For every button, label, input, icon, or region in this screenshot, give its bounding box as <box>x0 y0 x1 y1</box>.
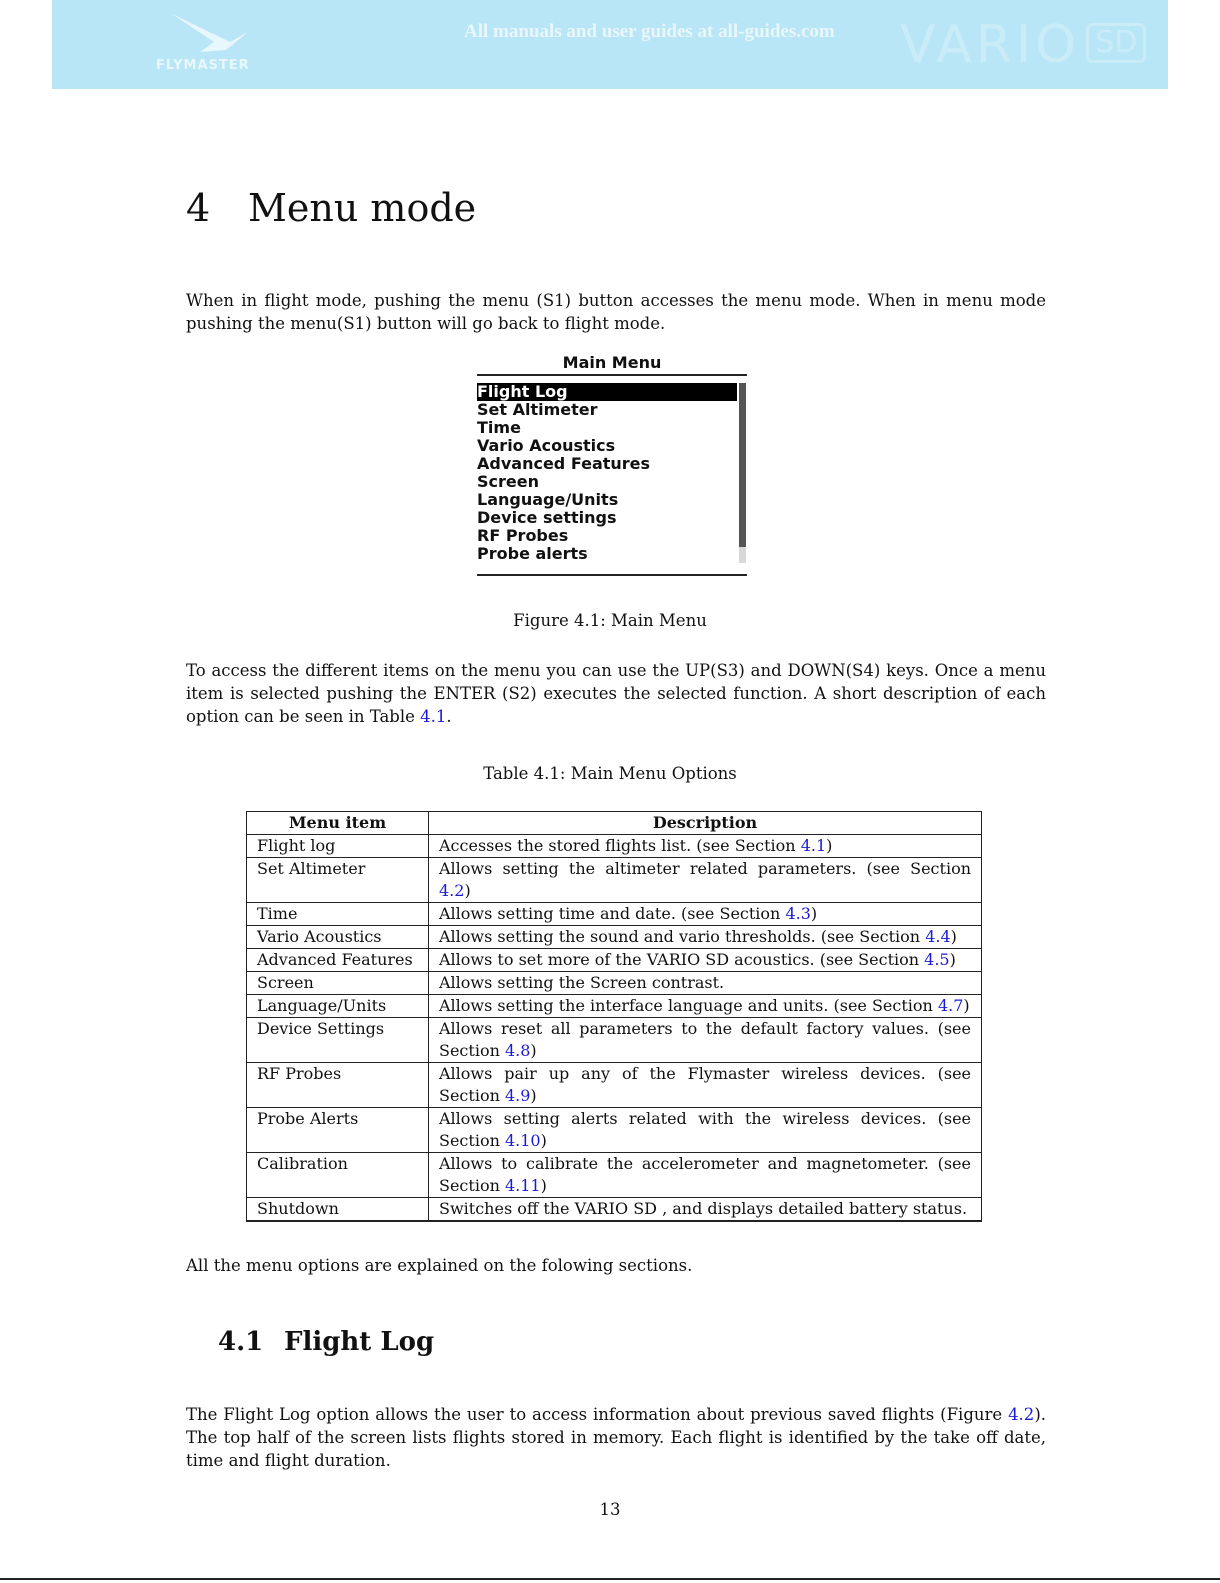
wing-icon <box>170 12 250 56</box>
menu-item-list <box>477 383 739 563</box>
menu-item-cell: Set Altimeter <box>247 858 429 903</box>
menu-divider-bottom <box>477 574 747 576</box>
menu-item[interactable]: Device settings <box>477 508 617 527</box>
menu-screen-title: Main Menu <box>562 353 662 372</box>
section-title-text: Flight Log <box>284 1327 435 1357</box>
table-row <box>247 1198 982 1222</box>
chapter-title-text: Menu mode <box>248 186 477 230</box>
access-paragraph-text: To access the different items on the menu you can use the UP(S3) and DOWN(S4) keys. Once a menu item is selected pushing the ENTER (S2) executes the selected function. A short description of each option can be seen in Table <box>186 661 1046 726</box>
description-text: Allows to calibrate the accelerometer and magnetometer. (see Section <box>439 1154 971 1195</box>
description-end: ) <box>949 950 956 969</box>
description-text: Allows pair up any of the Flymaster wireless devices. (see Section <box>439 1064 971 1105</box>
table-caption: Table 4.1: Main Menu Options <box>483 764 737 783</box>
menu-item-cell: Advanced Features <box>247 949 429 972</box>
product-badge: SD <box>1086 23 1146 63</box>
description-text: Allows setting the Screen contrast. <box>439 973 725 992</box>
description-end: ) <box>540 1176 547 1195</box>
chapter-number: 4 <box>186 186 211 230</box>
menu-item-cell: Probe Alerts <box>247 1108 429 1153</box>
main-menu-screenshot <box>477 352 747 578</box>
table-row <box>247 926 982 949</box>
menu-item[interactable]: Set Altimeter <box>477 400 598 419</box>
description-cell <box>429 926 982 949</box>
menu-item[interactable]: Screen <box>477 472 539 491</box>
description-text: Allows setting time and date. (see Section <box>439 904 786 923</box>
main-menu-options-table <box>246 811 982 1222</box>
description-cell <box>429 903 982 926</box>
description-text: Allows setting the interface language and units. (see Section <box>439 996 938 1015</box>
section-reference-link[interactable]: 4.1 <box>800 836 827 855</box>
section-reference-link[interactable]: 4.4 <box>925 927 951 946</box>
flymaster-logo <box>152 12 272 76</box>
flight-log-paragraph <box>186 1403 1046 1472</box>
table-row <box>247 949 982 972</box>
description-text: Allows setting alerts related with the wireless devices. (see Section <box>439 1109 971 1150</box>
footer-divider <box>0 1578 1220 1580</box>
description-end: ) <box>464 881 471 900</box>
section-reference-link[interactable]: 4.2 <box>439 881 465 900</box>
description-cell <box>429 1018 982 1063</box>
menu-item[interactable]: Probe alerts <box>477 544 588 563</box>
description-cell <box>429 972 982 995</box>
description-end: ) <box>963 996 970 1015</box>
menu-item-cell: Shutdown <box>247 1198 429 1222</box>
section-reference-link[interactable]: 4.8 <box>504 1041 531 1060</box>
header-band <box>52 0 1168 89</box>
column-header-menu-item: Menu item <box>247 812 429 835</box>
menu-item[interactable]: Advanced Features <box>477 454 651 473</box>
menu-item[interactable]: Vario Acoustics <box>477 436 616 455</box>
table-row <box>247 995 982 1018</box>
description-cell <box>429 1198 982 1222</box>
table-header-row <box>247 812 982 835</box>
figure-caption: Figure 4.1: Main Menu <box>513 611 707 630</box>
section-reference-link[interactable]: 4.10 <box>504 1131 541 1150</box>
figure-reference-link[interactable]: 4.2 <box>1008 1405 1035 1424</box>
table-row <box>247 858 982 903</box>
table-row <box>247 1063 982 1108</box>
description-cell <box>429 1108 982 1153</box>
closing-paragraph: All the menu options are explained on the folowing sections. <box>186 1256 693 1275</box>
description-end: ) <box>540 1131 547 1150</box>
description-end: ) <box>826 836 833 855</box>
description-end: ) <box>530 1086 537 1105</box>
menu-item-cell: Screen <box>247 972 429 995</box>
product-logo <box>900 17 1146 73</box>
access-paragraph <box>186 659 1046 728</box>
table-row <box>247 1153 982 1198</box>
menu-item[interactable]: Language/Units <box>477 490 619 509</box>
section-reference-link[interactable]: 4.9 <box>504 1086 531 1105</box>
description-text: Allows setting the altimeter related parameters. (see Section <box>439 859 971 878</box>
table-row <box>247 835 982 858</box>
menu-scrollbar-thumb <box>739 383 746 547</box>
menu-item-cell: Device Settings <box>247 1018 429 1063</box>
section-reference-link[interactable]: 4.3 <box>785 904 811 923</box>
menu-item-cell: RF Probes <box>247 1063 429 1108</box>
description-text: Allows to set more of the VARIO SD acoustics. (see Section <box>439 950 925 969</box>
table-body <box>247 835 982 1222</box>
description-text: Allows reset all parameters to the default factory values. (see Section <box>439 1019 971 1060</box>
menu-item[interactable]: Flight Log <box>477 383 737 401</box>
description-cell <box>429 995 982 1018</box>
description-end: ) <box>810 904 818 923</box>
menu-scrollbar <box>739 383 746 563</box>
flight-log-paragraph-text: The Flight Log option allows the user to access information about previous saved flights (Figure <box>186 1405 1009 1424</box>
section-reference-link[interactable]: 4.7 <box>937 996 964 1015</box>
menu-item-cell: Calibration <box>247 1153 429 1198</box>
product-name: VARIO <box>900 15 1081 75</box>
section-reference-link[interactable]: 4.11 <box>504 1176 541 1195</box>
section-number: 4.1 <box>218 1327 264 1357</box>
chapter-title <box>186 186 476 230</box>
description-cell <box>429 949 982 972</box>
menu-divider-top <box>477 374 747 376</box>
menu-item[interactable]: Time <box>477 418 521 437</box>
description-text: Accesses the stored flights list. (see Section <box>439 836 801 855</box>
access-paragraph-end: . <box>446 707 452 726</box>
description-end: ) <box>950 927 957 946</box>
menu-item-cell: Vario Acoustics <box>247 926 429 949</box>
description-end: ) <box>530 1041 537 1060</box>
description-cell <box>429 1153 982 1198</box>
description-cell <box>429 1063 982 1108</box>
table-row <box>247 903 982 926</box>
page-number: 13 <box>599 1500 621 1519</box>
table-reference-link[interactable]: 4.1 <box>420 707 447 726</box>
menu-item-cell: Language/Units <box>247 995 429 1018</box>
section-reference-link[interactable]: 4.5 <box>924 950 950 969</box>
brand-name: FLYMASTER <box>156 58 250 73</box>
watermark-text: All manuals and user guides at all-guides.com <box>464 21 835 42</box>
flight-log-paragraph-end: ). The top half of the screen lists flights stored in memory. Each flight is identified by the take off date, time and flight duration. <box>186 1405 1046 1470</box>
description-cell <box>429 858 982 903</box>
column-header-description: Description <box>429 812 982 835</box>
menu-item-cell: Flight log <box>247 835 429 858</box>
section-title <box>218 1327 434 1357</box>
table-row <box>247 972 982 995</box>
table-row <box>247 1108 982 1153</box>
menu-item[interactable]: RF Probes <box>477 526 569 545</box>
menu-item-cell: Time <box>247 903 429 926</box>
intro-paragraph: When in flight mode, pushing the menu (S1) button accesses the menu mode. When in menu mode pushing the menu(S1) button will go back to flight mode. <box>186 291 1046 333</box>
table-row <box>247 1018 982 1063</box>
description-cell <box>429 835 982 858</box>
description-text: Allows setting the sound and vario thresholds. (see Section <box>439 927 926 946</box>
description-text: Switches off the VARIO SD , and displays detailed battery status. <box>439 1199 968 1218</box>
